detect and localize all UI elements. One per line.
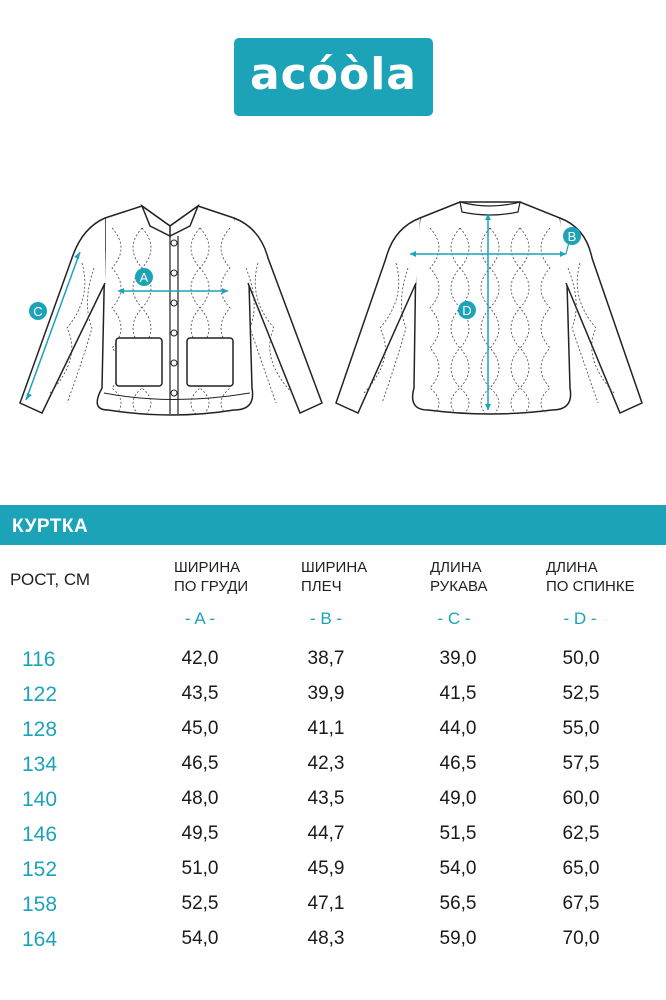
row-back: 62,5 xyxy=(562,823,600,844)
row-shoulders: 47,1 xyxy=(307,893,345,914)
row-chest: 54,0 xyxy=(181,928,219,949)
row-sleeve: 51,5 xyxy=(439,823,477,844)
table-row xyxy=(0,858,666,892)
label-b: B xyxy=(567,229,577,244)
header-chest xyxy=(174,558,248,596)
header-shoulders xyxy=(301,558,367,596)
label-c: C xyxy=(33,304,43,319)
row-shoulders: 43,5 xyxy=(307,788,345,809)
header-sleeve xyxy=(430,558,487,596)
table-row xyxy=(0,823,666,857)
row-chest: 45,0 xyxy=(181,718,219,739)
product-title: КУРТКА xyxy=(12,516,89,537)
row-sleeve: 49,0 xyxy=(439,788,477,809)
row-height: 164 xyxy=(22,928,58,951)
row-height: 116 xyxy=(22,648,56,671)
row-height: 152 xyxy=(22,858,58,881)
header-sleeve-line1: ДЛИНА xyxy=(430,559,482,576)
table-row xyxy=(0,753,666,787)
row-back: 52,5 xyxy=(562,683,600,704)
table-row xyxy=(0,683,666,717)
header-chest-line2: ПО ГРУДИ xyxy=(174,578,249,595)
header-shoulders-line2: ПЛЕЧ xyxy=(301,578,342,595)
label-d: D xyxy=(462,303,472,318)
row-height: 140 xyxy=(22,788,58,811)
jacket-front-illustration xyxy=(12,188,330,433)
row-chest: 43,5 xyxy=(181,683,219,704)
row-chest: 52,5 xyxy=(181,893,219,914)
row-sleeve: 44,0 xyxy=(439,718,477,739)
row-back: 65,0 xyxy=(562,858,600,879)
table-row xyxy=(0,928,666,962)
row-height: 134 xyxy=(22,753,58,776)
letter-b: - B - xyxy=(309,609,343,628)
table-row xyxy=(0,893,666,927)
row-chest: 46,5 xyxy=(181,753,219,774)
row-chest: 51,0 xyxy=(181,858,219,879)
letter-a: - A - xyxy=(184,609,216,628)
row-back: 70,0 xyxy=(562,928,600,949)
table-row xyxy=(0,718,666,752)
title-banner xyxy=(0,505,666,545)
letter-c: - C - xyxy=(437,609,471,628)
row-back: 60,0 xyxy=(562,788,600,809)
row-back: 57,5 xyxy=(562,753,600,774)
row-back: 67,5 xyxy=(562,893,600,914)
header-chest-line1: ШИРИНА xyxy=(174,559,241,576)
row-shoulders: 48,3 xyxy=(307,928,345,949)
row-chest: 48,0 xyxy=(181,788,219,809)
row-sleeve: 59,0 xyxy=(439,928,477,949)
row-shoulders: 45,9 xyxy=(307,858,345,879)
row-sleeve: 56,5 xyxy=(439,893,477,914)
logo-text: acóòla xyxy=(249,49,417,100)
row-height: 146 xyxy=(22,823,58,846)
row-sleeve: 39,0 xyxy=(439,648,477,669)
header-sleeve-line2: РУКАВА xyxy=(430,578,488,595)
row-shoulders: 38,7 xyxy=(307,648,345,669)
row-height: 122 xyxy=(22,683,58,706)
table-row xyxy=(0,648,666,682)
label-a: A xyxy=(139,270,149,285)
brand-logo xyxy=(234,38,433,116)
row-shoulders: 42,3 xyxy=(307,753,345,774)
row-chest: 49,5 xyxy=(181,823,219,844)
header-shoulders-line1: ШИРИНА xyxy=(301,559,368,576)
header-height: РОСТ, СМ xyxy=(10,570,91,589)
row-height: 128 xyxy=(22,718,58,741)
row-shoulders: 41,1 xyxy=(307,718,345,739)
header-back xyxy=(546,558,635,596)
row-shoulders: 44,7 xyxy=(307,823,345,844)
row-chest: 42,0 xyxy=(181,648,219,669)
row-height: 158 xyxy=(22,893,58,916)
row-sleeve: 46,5 xyxy=(439,753,477,774)
header-back-line2: ПО СПИНКЕ xyxy=(546,578,635,595)
letter-d: - D - xyxy=(563,609,597,628)
row-back: 55,0 xyxy=(562,718,600,739)
row-sleeve: 41,5 xyxy=(439,683,477,704)
jacket-back-illustration xyxy=(330,188,650,433)
row-sleeve: 54,0 xyxy=(439,858,477,879)
header-back-line1: ДЛИНА xyxy=(546,559,598,576)
table-row xyxy=(0,788,666,822)
row-back: 50,0 xyxy=(562,648,600,669)
row-shoulders: 39,9 xyxy=(307,683,345,704)
